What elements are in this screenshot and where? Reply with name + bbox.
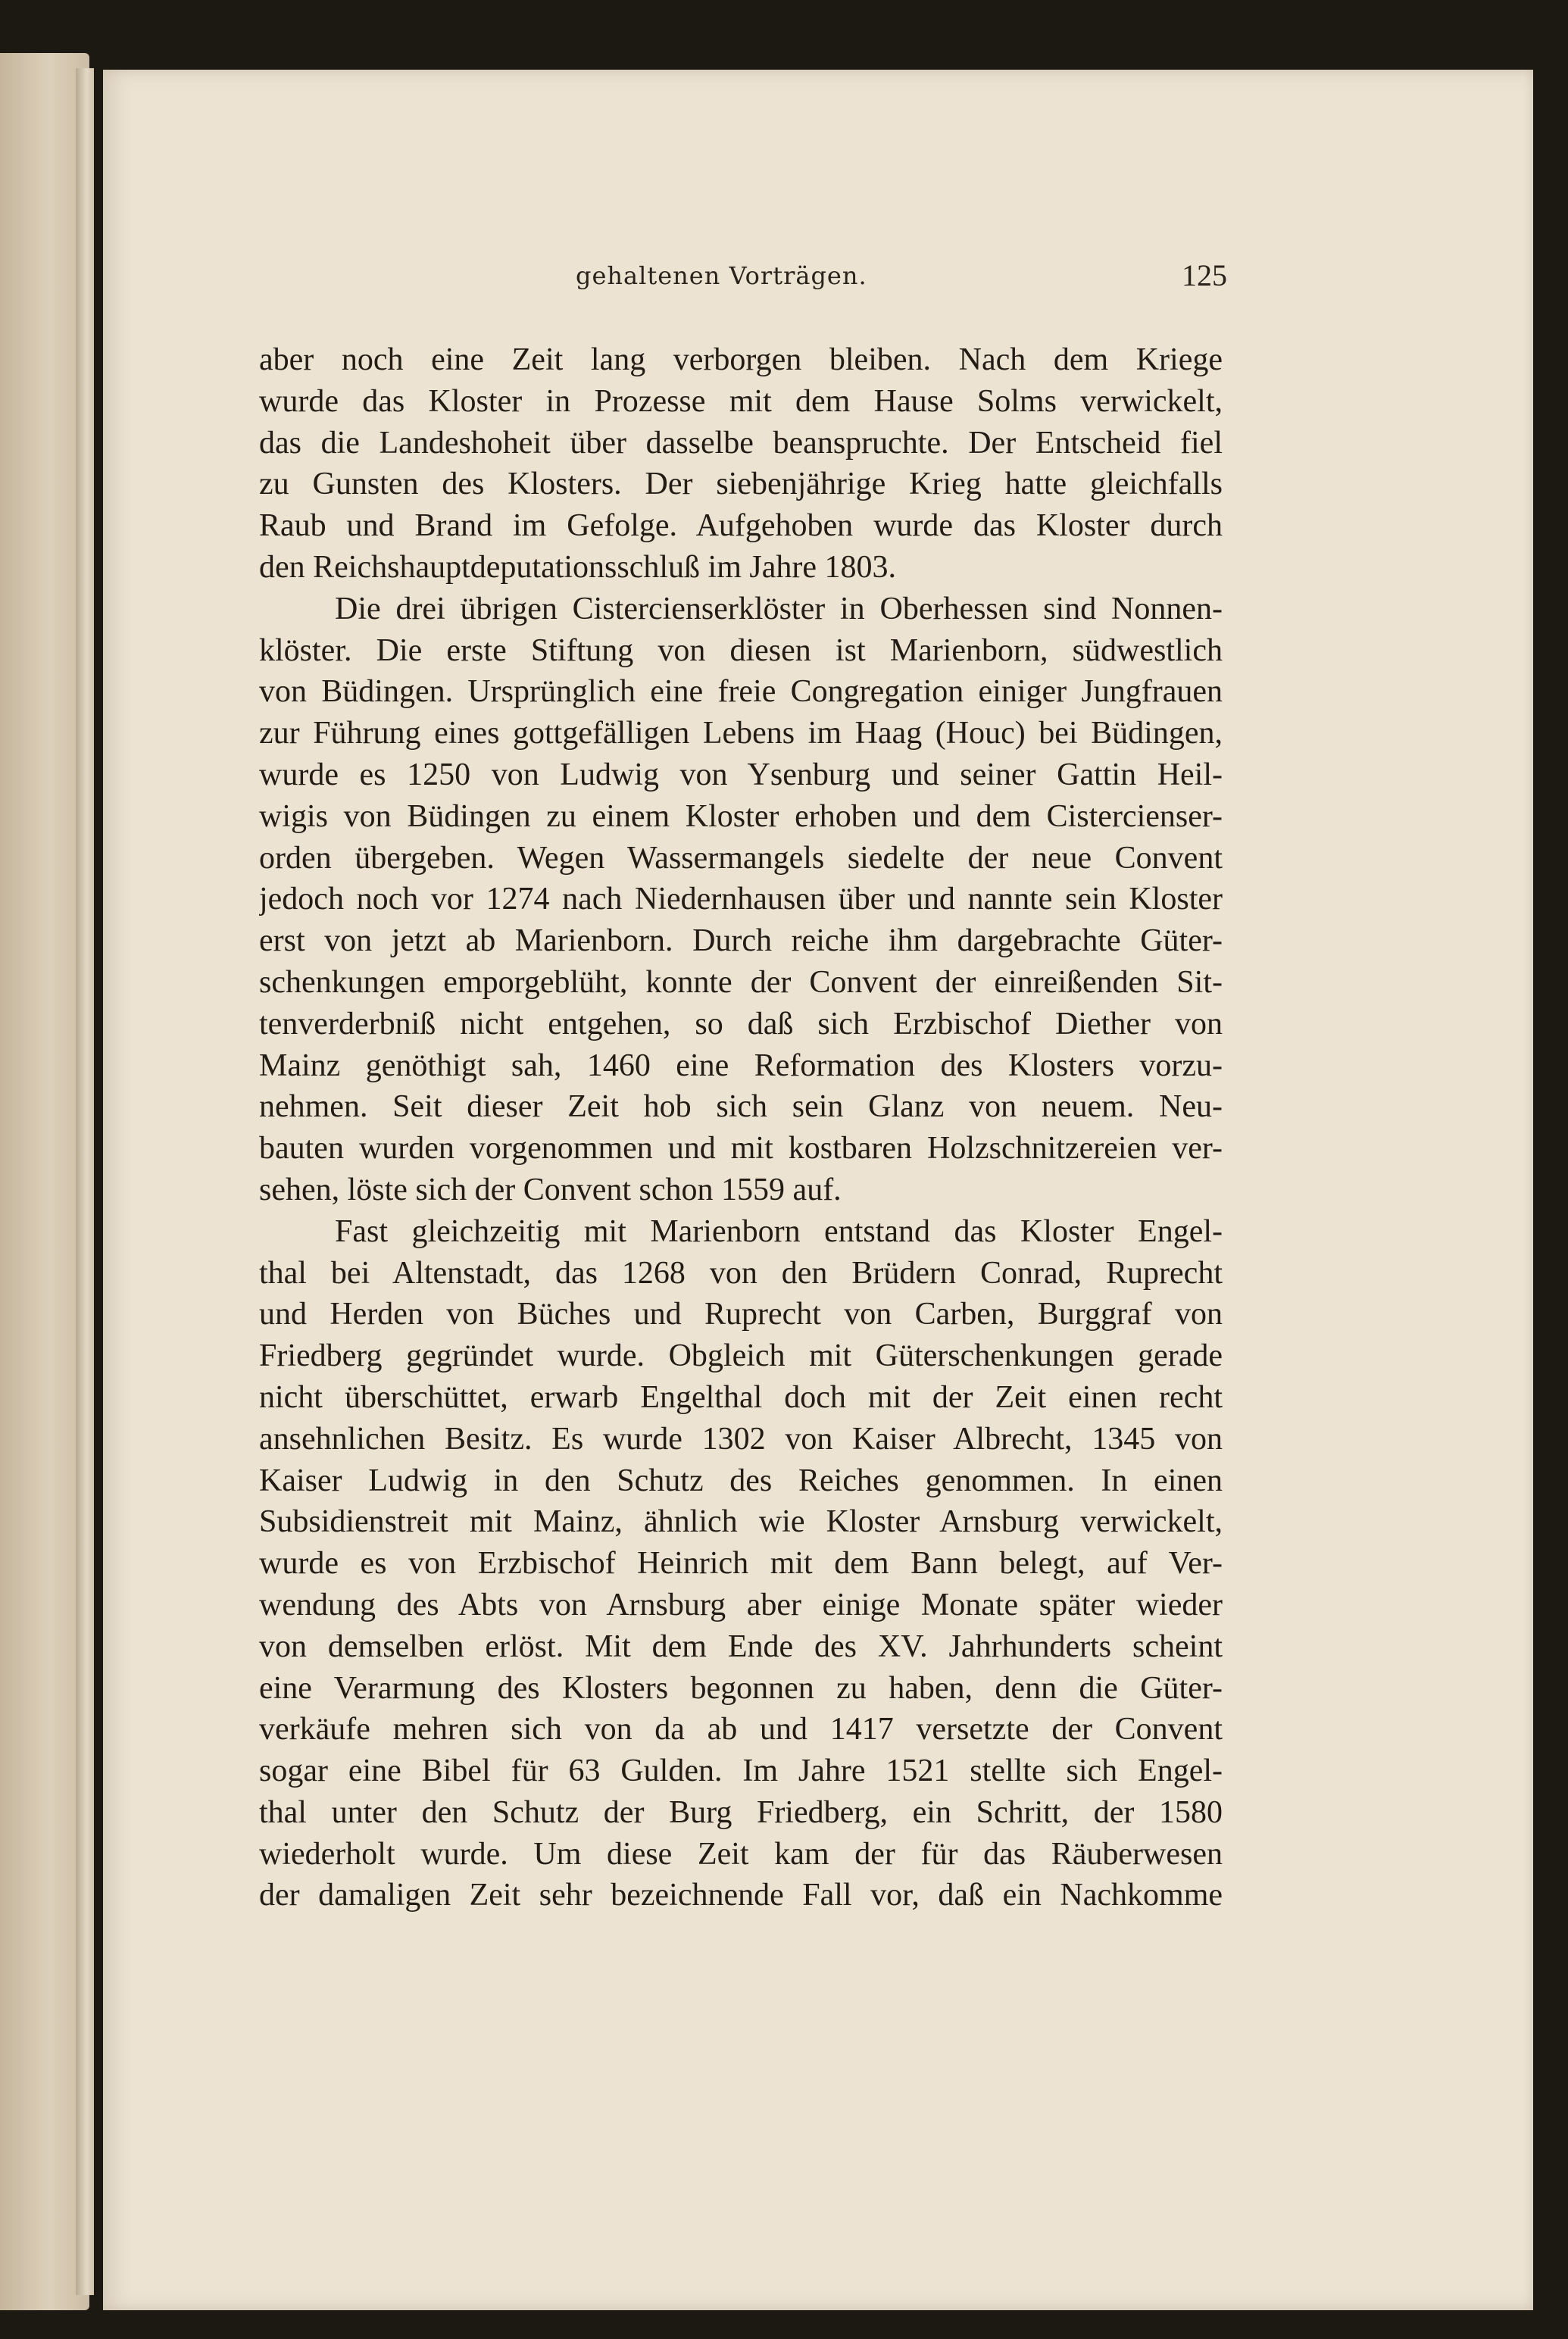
text-line: zur Führung eines gottgefälligen Lebens im Haag (Houc) bei Büdingen, [259, 716, 1223, 751]
text-line: nehmen. Seit dieser Zeit hob sich sein Glanz von neuem. Neu- [259, 1089, 1223, 1125]
text-line: wigis von Büdingen zu einem Kloster erhoben und dem Cistercienser- [259, 798, 1223, 834]
text-line: schenkungen emporgeblüht, konnte der Convent der einreißenden Sit- [259, 964, 1223, 1000]
text-line: wurde es 1250 von Ludwig von Ysenburg und seiner Gattin Heil- [259, 757, 1223, 792]
book-gutter [76, 68, 94, 2295]
text-line: das die Landeshoheit über dasselbe beanspruchte. Der Entscheid fiel [259, 425, 1223, 461]
running-title: gehaltenen Vorträgen. [576, 261, 867, 290]
text-line: aber noch eine Zeit lang verborgen bleiben. Nach dem Kriege [259, 342, 1223, 377]
text-line: jedoch noch vor 1274 nach Niedernhausen über und nannte sein Kloster [259, 882, 1223, 917]
text-line: wurde es von Erzbischof Heinrich mit dem Bann belegt, auf Ver- [259, 1546, 1223, 1582]
text-line: sogar eine Bibel für 63 Gulden. Im Jahre 1521 stellte sich Engel- [259, 1753, 1223, 1789]
text-line: wendung des Abts von Arnsburg aber einige Monate später wieder [259, 1587, 1223, 1622]
page-number: 125 [1182, 258, 1227, 292]
text-line: Fast gleichzeitig mit Marienborn entstand das Kloster Engel- [335, 1213, 1223, 1249]
text-line: ansehnlichen Besitz. Es wurde 1302 von Kaiser Albrecht, 1345 von [259, 1421, 1223, 1457]
text-line: Kaiser Ludwig in den Schutz des Reiches genommen. In einen [259, 1463, 1223, 1498]
text-line: wiederholt wurde. Um diese Zeit kam der für das Räuberwesen [259, 1836, 1223, 1872]
text-line: wurde das Kloster in Prozesse mit dem Hause Solms verwickelt, [259, 383, 1223, 419]
text-line: tenverderbniß nicht entgehen, so daß sich Erzbischof Diether von [259, 1006, 1223, 1041]
text-line: Die drei übrigen Cistercienserklöster in Oberhessen sind Nonnen- [335, 591, 1223, 626]
text-line: orden übergeben. Wegen Wassermangels siedelte der neue Convent [259, 840, 1223, 876]
text-line: Mainz genöthigt sah, 1460 eine Reformation des Klosters vorzu- [259, 1048, 1223, 1083]
text-line: erst von jetzt ab Marienborn. Durch reiche ihm dargebrachte Güter- [259, 923, 1223, 959]
text-line: Subsidienstreit mit Mainz, ähnlich wie Kloster Arnsburg verwickelt, [259, 1504, 1223, 1540]
text-line: klöster. Die erste Stiftung von diesen ist Marienborn, südwestlich [259, 632, 1223, 668]
text-line: und Herden von Büches und Ruprecht von Carben, Burggraf von [259, 1297, 1223, 1332]
body-text [259, 339, 1223, 1916]
text-line: der damaligen Zeit sehr bezeichnende Fall vor, daß ein Nachkomme [259, 1878, 1223, 1913]
text-line: sehen, löste sich der Convent schon 1559 auf. [259, 1172, 842, 1207]
text-line: thal unter den Schutz der Burg Friedberg, ein Schritt, der 1580 [259, 1794, 1223, 1830]
text-line: den Reichshauptdeputationsschluß im Jahre 1803. [259, 549, 897, 585]
text-line: verkäufe mehren sich von da ab und 1417 versetzte der Convent [259, 1712, 1223, 1747]
text-line: zu Gunsten des Klosters. Der siebenjährige Krieg hatte gleichfalls [259, 467, 1223, 502]
text-line: Raub und Brand im Gefolge. Aufgehoben wurde das Kloster durch [259, 508, 1223, 544]
text-line: bauten wurden vorgenommen und mit kostbaren Holzschnitzereien ver- [259, 1131, 1223, 1166]
text-line: von Büdingen. Ursprünglich eine freie Congregation einiger Jungfrauen [259, 674, 1223, 710]
text-line: Friedberg gegründet wurde. Obgleich mit Güterschenkungen gerade [259, 1338, 1223, 1374]
text-line: nicht überschüttet, erwarb Engelthal doch mit der Zeit einen recht [259, 1379, 1223, 1415]
text-line: eine Verarmung des Klosters begonnen zu haben, denn die Güter- [259, 1670, 1223, 1706]
text-line: von demselben erlöst. Mit dem Ende des XV. Jahrhunderts scheint [259, 1629, 1223, 1664]
text-line: thal bei Altenstadt, das 1268 von den Brüdern Conrad, Ruprecht [259, 1255, 1223, 1291]
